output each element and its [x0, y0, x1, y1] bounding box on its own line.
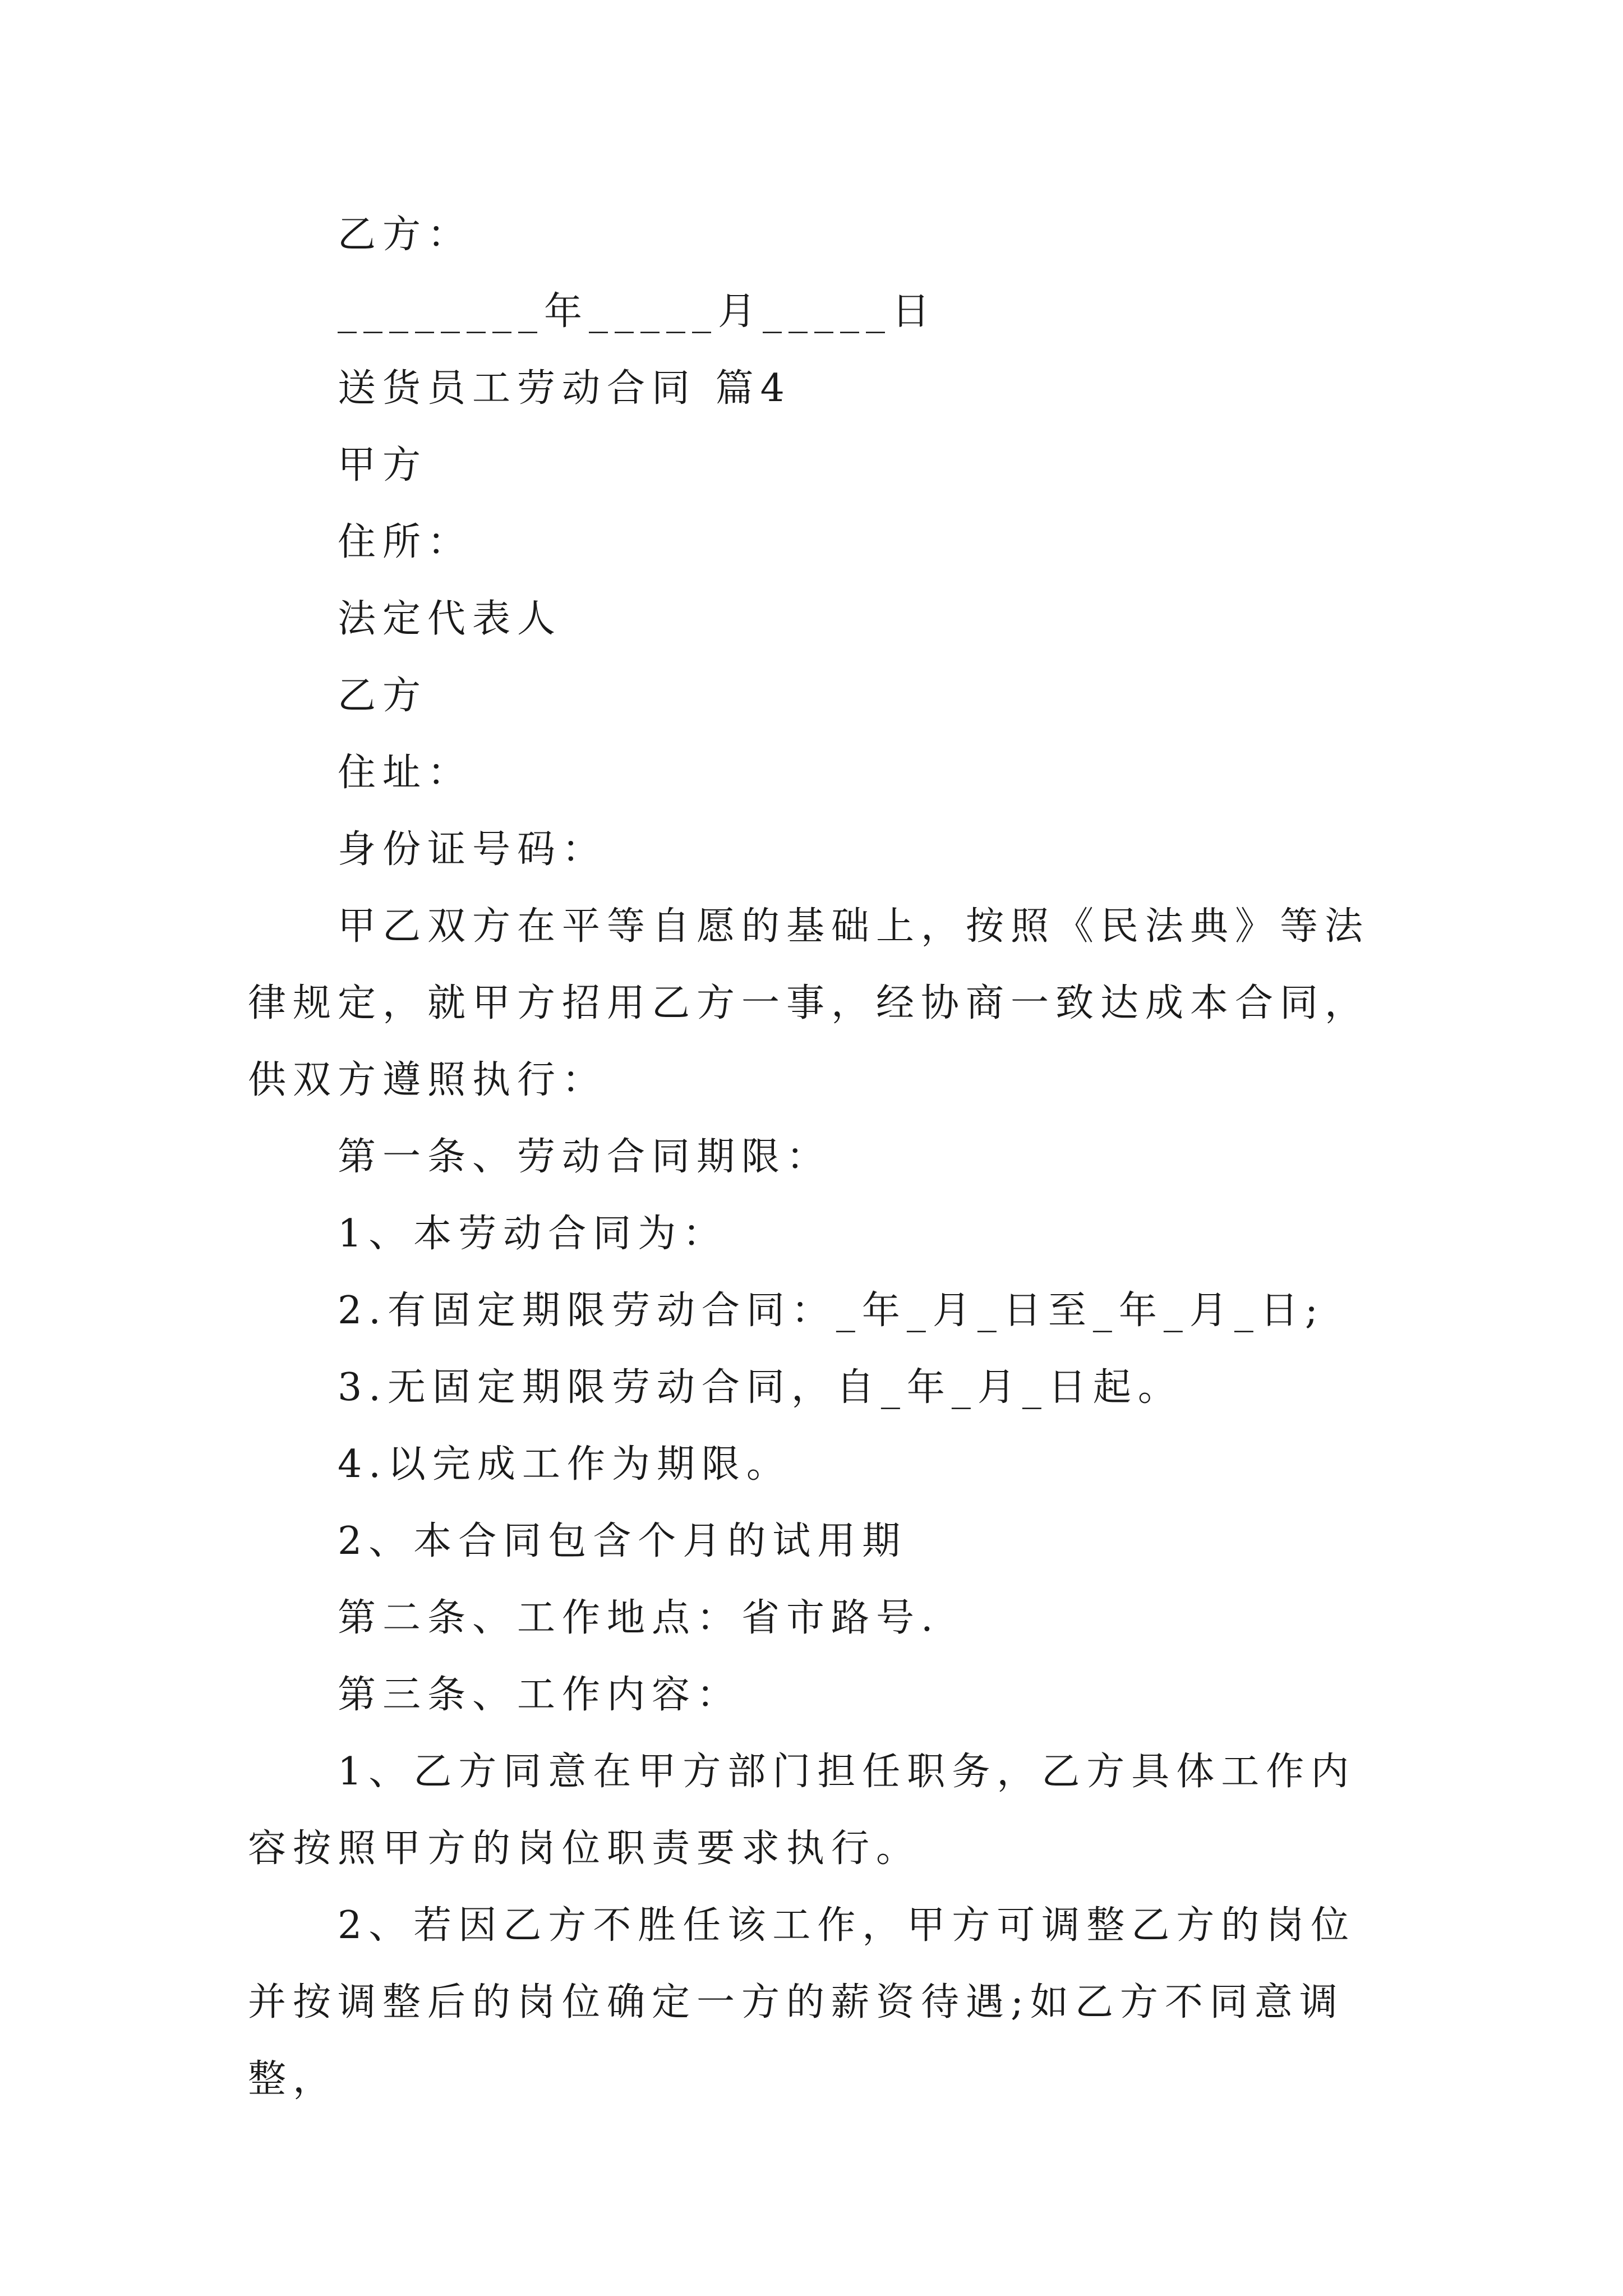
address-label: 住址：	[338, 751, 473, 795]
legal-representative-label: 法定代表人	[338, 597, 562, 641]
preamble-paragraph	[248, 888, 1386, 1119]
preamble-text: 甲乙双方在平等自愿的基础上，按照《民法典》等法律规定，就甲方招用乙方一事，经协商一致达成本合同，供双方遵照执行：	[248, 904, 1370, 1102]
article-3-item-1-text: 1、乙方同意在甲方部门担任职务，乙方具体工作内容按照甲方的岗位职责要求执行。	[248, 1750, 1356, 1871]
article-3-item-2-text: 2、若因乙方不胜任该工作，甲方可调整乙方的岗位并按调整后的岗位确定一方的薪资待遇;如乙方不同意调整，	[248, 1903, 1356, 2101]
party-b-label: 乙方：	[338, 213, 473, 257]
party-b-label-2: 乙方	[338, 674, 428, 718]
article-1-item-5: 2、本合同包含个月的试用期	[338, 1519, 907, 1563]
article-1-item-1: 1、本劳动合同为：	[338, 1212, 728, 1256]
id-number-label: 身份证号码：	[338, 827, 607, 872]
article-1-item-4: 4.以完成工作为期限。	[338, 1442, 791, 1487]
party-a-label: 甲方	[338, 443, 428, 487]
article-1-item-2: 2.有固定期限劳动合同：_年_月_日至_年_月_日;	[338, 1289, 1325, 1333]
article-3-heading: 第三条、工作内容：	[338, 1673, 742, 1717]
article-1-item-3: 3.无固定期限劳动合同，自_年_月_日起。	[338, 1365, 1183, 1410]
residence-label: 住所：	[338, 520, 473, 564]
date-blank-line: ________年_____月_____日	[338, 289, 937, 334]
section-title: 送货员工劳动合同 篇4	[338, 366, 791, 411]
contract-body	[248, 196, 1386, 2118]
article-3-item-2	[248, 1887, 1386, 2118]
article-2-heading: 第二条、工作地点：省市路号.	[338, 1596, 940, 1640]
article-1-heading: 第一条、劳动合同期限：	[338, 1135, 832, 1179]
article-3-item-1	[248, 1733, 1386, 1887]
